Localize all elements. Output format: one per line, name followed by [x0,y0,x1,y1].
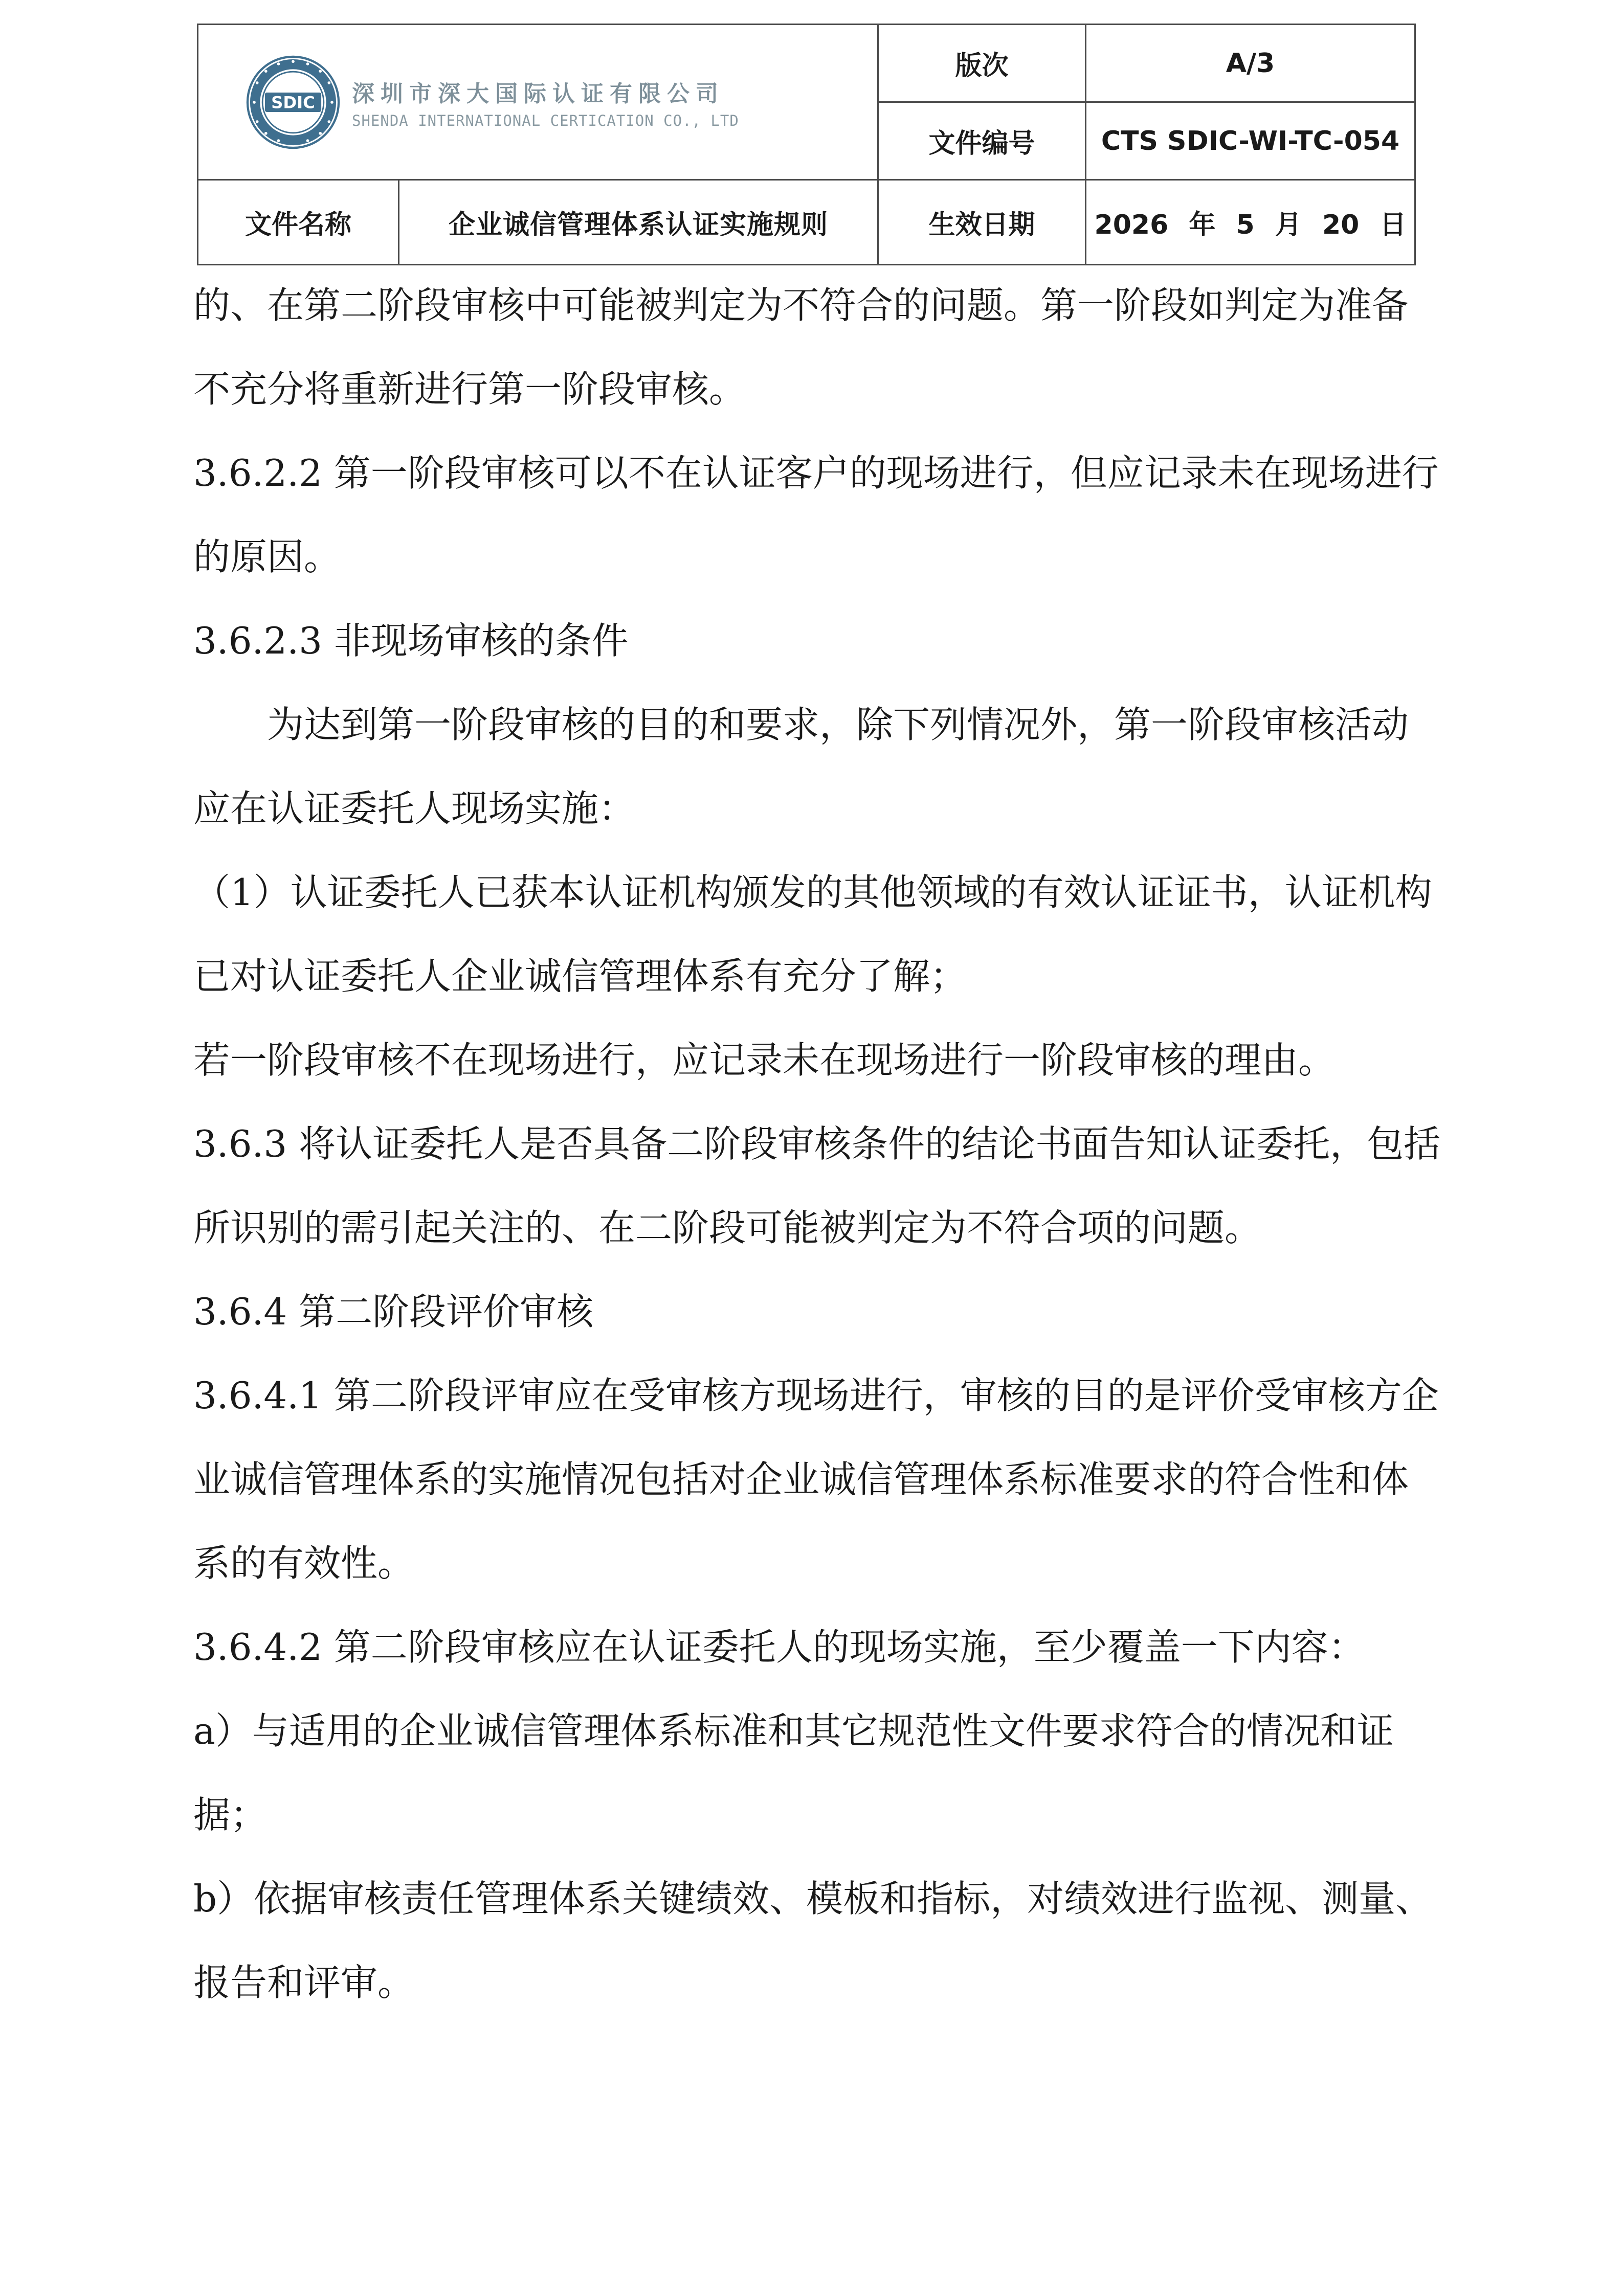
company-name-cn: 深圳市深大国际认证有限公司 [352,80,724,107]
clause-3-6-2-3-body: 为达到第一阶段审核的目的和要求，除下列情况外，第一阶段审核活动应在认证委托人现场实施： [193,703,1409,830]
effective-date-month: 5 [1236,210,1255,240]
exception-item-1: （1）认证委托人已获本认证机构颁发的其他领域的有效认证证书，认证机构已对认证委托人企业诚信管理体系有充分了解； [193,871,1432,998]
effective-date-month-unit: 月 [1275,210,1302,240]
clause-3-6-4-1: 3.6.4.1 第二阶段评审应在受审核方现场进行，审核的目的是评价受审核方企业诚信管理体系的实施情况包括对企业诚信管理体系标准要求的符合性和体系的有效性。 [193,1374,1439,1585]
list-item-b: b）依据审核责任管理体系关键绩效、模板和指标，对绩效进行监视、测量、报告和评审。 [193,1877,1433,2004]
effective-date-day-unit: 日 [1380,210,1407,240]
version-value: A/3 [1086,25,1415,102]
list-item-a: a）与适用的企业诚信管理体系标准和其它规范性文件要求符合的情况和证据； [193,1709,1394,1836]
svg-text:SDIC: SDIC [271,92,315,112]
document-number-label: 文件编号 [878,102,1086,180]
company-seal-logo [244,54,342,151]
paragraph-continuation: 的、在第二阶段审核中可能被判定为不符合的问题。第一阶段如判定为准备不充分将重新进行第一阶段审核。 [193,284,1409,411]
document-body [193,263,1441,2024]
company-logo-cell [198,25,878,180]
clause-3-6-4-2: 3.6.4.2 第二阶段审核应在认证委托人的现场实施，至少覆盖一下内容： [193,1626,1365,1669]
clause-3-6-4-heading: 3.6.4 第二阶段评价审核 [193,1290,594,1333]
effective-date-year-unit: 年 [1189,210,1216,240]
clause-3-6-3: 3.6.3 将认证委托人是否具备二阶段审核条件的结论书面告知认证委托，包括所识别的需引起关注的、在二阶段可能被判定为不符合项的问题。 [193,1122,1441,1249]
clause-3-6-2-3-heading: 3.6.2.3 非现场审核的条件 [193,619,629,662]
clause-3-6-2-2: 3.6.2.2 第一阶段审核可以不在认证客户的现场进行，但应记录未在现场进行的原因。 [193,452,1439,578]
document-name-value: 企业诚信管理体系认证实施规则 [399,180,878,265]
company-name-en: SHENDA INTERNATIONAL CERTICATION CO., LTD [352,111,739,129]
document-number-value: CTS SDIC-WI-TC-054 [1086,102,1415,180]
effective-date-value [1086,180,1415,265]
effective-date-day: 20 [1322,210,1360,240]
version-label: 版次 [878,25,1086,102]
offsite-record-note: 若一阶段审核不在现场进行，应记录未在现场进行一阶段审核的理由。 [193,1039,1336,1082]
effective-date-label: 生效日期 [878,180,1086,265]
effective-date-year: 2026 [1094,210,1169,240]
document-header-table [197,24,1416,265]
document-name-label: 文件名称 [198,180,399,265]
